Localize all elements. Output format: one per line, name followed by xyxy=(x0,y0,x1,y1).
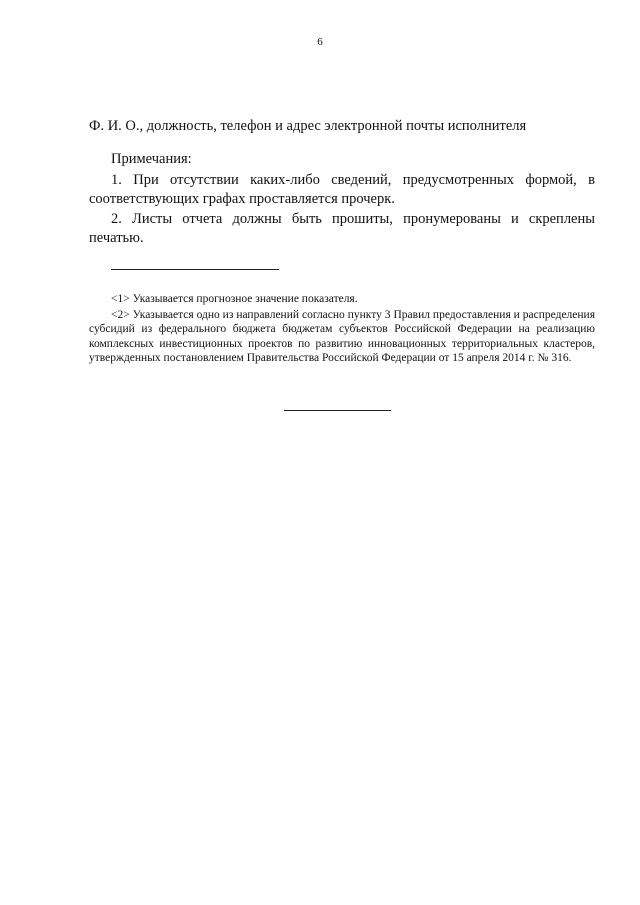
notes-title: Примечания: xyxy=(111,151,192,167)
footnote-item: <2> Указывается одно из направлений согласно пункту 3 Правил предоставления и распределения субсидий из федерального бюджета бюджетам субъектов Российской Федерации на реализацию комплексных инвестиционных проектов по развитию инновационных территориальных кластеров, утвержденных постановлением Правительства Российской Федерации от 15 апреля 2014 г. № 316. xyxy=(89,309,595,364)
executor-signature-line: Ф. И. О., должность, телефон и адрес электронной почты исполнителя xyxy=(89,118,527,134)
footnotes-section xyxy=(89,292,595,367)
page-number: 6 xyxy=(317,36,323,48)
footnote-item: <1> Указывается прогнозное значение показателя. xyxy=(111,293,358,305)
notes-section xyxy=(89,150,595,249)
footnote-separator xyxy=(111,269,279,270)
note-item: 1. При отсутствии каких-либо сведений, предусмотренных формой, в соответствующих графах проставляется прочерк. xyxy=(89,171,595,207)
end-of-document-rule xyxy=(284,410,391,411)
note-item: 2. Листы отчета должны быть прошиты, пронумерованы и скреплены печатью. xyxy=(89,210,595,246)
